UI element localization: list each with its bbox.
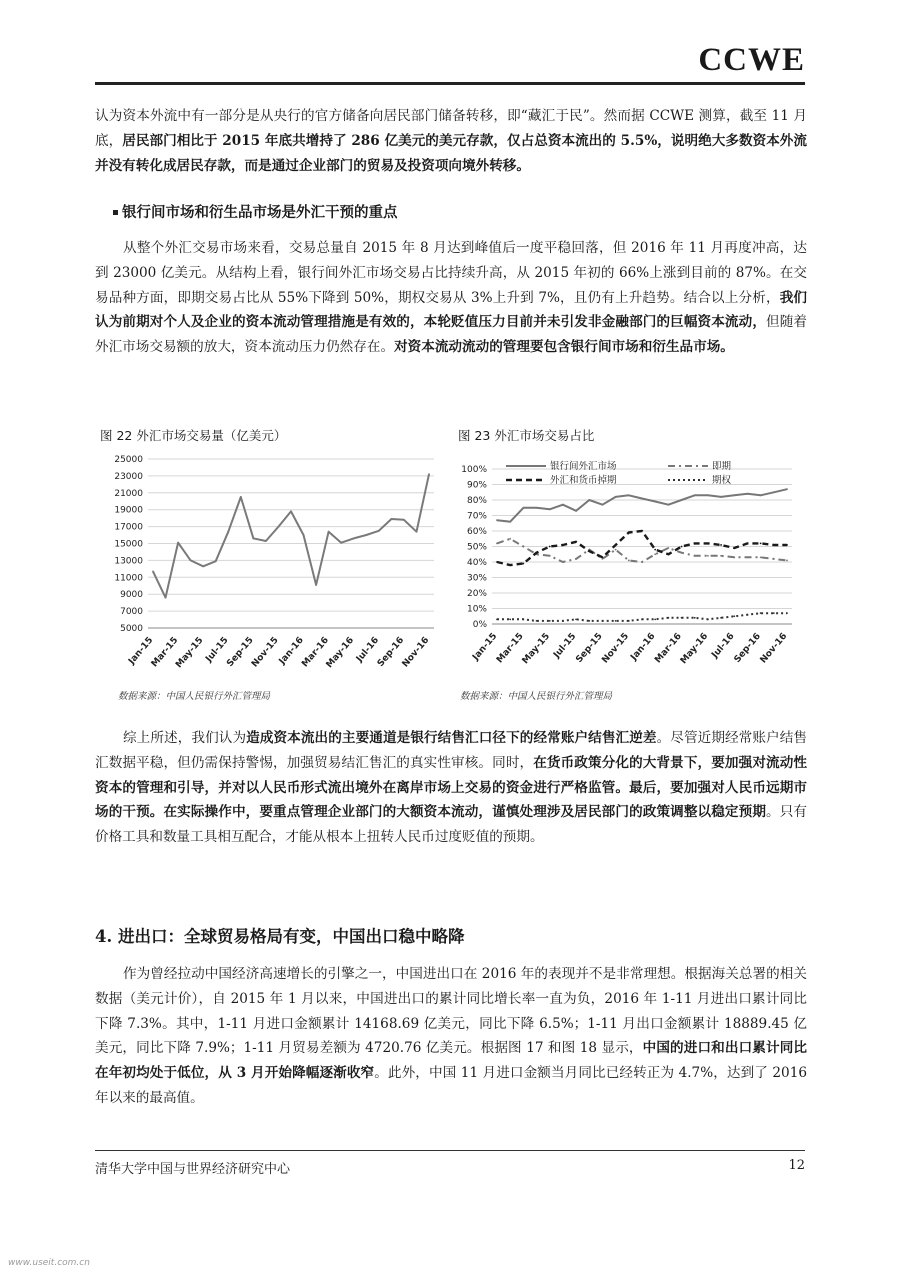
data-point [152, 570, 154, 572]
data-point [588, 499, 590, 501]
y-tick-label: 17000 [114, 522, 143, 533]
data-point [773, 544, 775, 546]
data-point [615, 620, 617, 622]
y-tick-label: 20% [466, 589, 487, 599]
data-point [365, 534, 367, 536]
x-tick-label: Jan-15 [127, 635, 156, 667]
x-tick-label: Nov-15 [250, 635, 281, 670]
y-tick-label: 60% [466, 527, 487, 537]
x-tick-label: May-16 [678, 631, 711, 667]
data-point [536, 552, 538, 554]
data-point [641, 618, 643, 620]
summary-text-1: 综上所述，我们认为 [123, 730, 247, 746]
data-point [177, 542, 179, 544]
y-tick-label: 15000 [114, 539, 143, 550]
data-point [522, 618, 524, 620]
x-tick-label: Nov-16 [400, 635, 432, 670]
x-tick-label: Jul-15 [204, 635, 231, 665]
summary-paragraph [95, 726, 807, 850]
data-point [694, 555, 696, 557]
section-4-paragraph [95, 962, 807, 1111]
data-point [416, 531, 418, 533]
watermark: www.useit.com.cn [8, 1258, 90, 1268]
data-point [747, 543, 749, 545]
section-4-heading: 4. 进出口：全球贸易格局有变，中国出口稳中略降 [95, 927, 465, 946]
data-point [667, 547, 669, 549]
y-tick-label: 9000 [120, 590, 143, 601]
x-tick-label: Nov-16 [758, 631, 790, 666]
y-tick-label: 19000 [114, 505, 143, 516]
data-point [733, 556, 735, 558]
data-point [641, 498, 643, 500]
market-bold-1: 我们认为前期对个人及企业的资本流动管理措施是有效的，本轮贬值压力目前并未引发非金融部门的巨幅资本流动， [95, 289, 808, 331]
data-point [760, 494, 762, 496]
data-point [509, 618, 511, 620]
data-point [509, 521, 511, 523]
data-point [654, 618, 656, 620]
data-point [549, 508, 551, 510]
bullet-square-icon [113, 210, 118, 215]
data-point [720, 555, 722, 557]
data-point [509, 564, 511, 566]
y-tick-label: 70% [466, 511, 487, 522]
x-tick-label: Mar-16 [300, 635, 331, 670]
data-point [641, 561, 643, 563]
data-point [265, 540, 267, 542]
x-tick-label: May-16 [324, 635, 357, 671]
data-point [575, 541, 577, 543]
y-tick-label: 30% [466, 573, 487, 584]
data-point [562, 544, 564, 546]
data-point [707, 618, 709, 620]
fx-share-chart [454, 446, 806, 682]
subheading [113, 202, 398, 224]
x-tick-label: Jan-16 [277, 635, 306, 667]
data-point [252, 538, 254, 540]
data-point [562, 620, 564, 622]
data-point [654, 549, 656, 551]
intro-text: 认为资本外流中有一部分是从央行的官方储备向居民部门储备转移，即“藏汇于民”。然而据 CCWE 测算，截至 11 月底， [95, 108, 807, 149]
data-point [786, 544, 788, 546]
y-tick-label: 23000 [114, 471, 143, 482]
data-point [215, 560, 217, 562]
data-point [602, 620, 604, 622]
intro-bold-text: 居民部门相比于 2015 年底共增持了 286 亿美元的美元存款，仅占总资本流出的 5.5%，说明绝大多数资本外流并没有转化成居民存款，而是通过企业部门的贸易及投资项向境外转移。 [95, 132, 808, 174]
y-tick-label: 90% [466, 480, 487, 491]
x-tick-label: Nov-15 [600, 631, 632, 666]
legend-label: 外汇和货币掉期 [550, 475, 617, 486]
data-point [227, 531, 229, 533]
data-point [786, 560, 788, 562]
data-point [654, 553, 656, 555]
section-4-bold-1: 中国的进口和出口累计同比在年初均处于低位，从 3 月开始降幅逐渐收窄 [95, 1040, 808, 1082]
data-point [773, 491, 775, 493]
data-point [628, 494, 630, 496]
data-point [786, 612, 788, 614]
x-tick-label: Jul-15 [552, 631, 579, 661]
series-line [497, 489, 787, 522]
y-tick-label: 0% [472, 620, 487, 630]
data-point [390, 518, 392, 520]
data-point [628, 620, 630, 622]
data-point [773, 558, 775, 560]
y-tick-label: 100% [461, 465, 487, 475]
data-point [536, 620, 538, 622]
market-paragraph [95, 236, 807, 360]
data-point [549, 555, 551, 557]
data-point [588, 620, 590, 622]
data-point [667, 617, 669, 619]
figure-22-title: 图 22 外汇市场交易量（亿美元） [100, 428, 287, 443]
y-tick-label: 50% [466, 542, 487, 553]
y-tick-label: 25000 [114, 455, 143, 465]
figure-23-title: 图 23 外汇市场交易占比 [458, 428, 595, 443]
data-point [694, 617, 696, 619]
data-point [615, 544, 617, 546]
y-tick-label: 13000 [114, 556, 143, 567]
data-point [654, 501, 656, 503]
data-point [378, 530, 380, 532]
data-point [707, 555, 709, 557]
market-bold-2: 对资本流动流动的管理要包含银行间市场和衍生品市场。 [394, 339, 734, 356]
section-4-text-1: 作为曾经拉动中国经济高速增长的引擎之一，中国进出口在 2016 年的表现并不是非常理想。根据海关总署的相关数据（美元计价），自 2015 年 1 月以来，中国进出口的累计同比增长率一直为负，2016 年 1-11 月进出口累计同比下降 7.3%。其中，1-11 月进口金额累计 14168.69 亿美元，同比下降 6.5%；1-11 月出口金额累计 18889.45 亿美元，同比下降 7.9%；1-11 月贸易差额为 4720.76 亿美元。根据图 17 和图 18 显示， [95, 966, 807, 1057]
data-point [202, 565, 204, 567]
data-point [588, 550, 590, 552]
data-point [667, 504, 669, 506]
ccwe-logo: CCWE [698, 42, 805, 78]
subheading-text: 银行间市场和衍生品市场是外汇干预的重点 [122, 204, 398, 221]
summary-bold-1: 造成资本流出的主要通道是银行结售汇口径下的经常账户结售汇逆差 [246, 730, 657, 746]
section-4-text-2: 。此外，中国 11 月进口金额当月同比已经转正为 4.7%，达到了 2016 年以来的最高值。 [95, 1065, 807, 1106]
data-point [328, 531, 330, 533]
data-point [720, 544, 722, 546]
y-tick-label: 10% [466, 604, 487, 615]
summary-text-3: 。只有价格工具和数量工具相互配合，才能从根本上扭转人民币过度贬值的预期。 [95, 804, 807, 846]
data-point [536, 507, 538, 509]
y-tick-label: 5000 [120, 624, 143, 634]
data-point [496, 618, 498, 620]
market-text-1: 从整个外汇交易市场来看，交易总量自 2015 年 8 月达到峰值后一度平稳回落，但 2016 年 11 月再度冲高，达到 23000 亿美元。从结构上看，银行间外汇市场交易占比持续升高，从 2015 年初的 66%上涨到目前的 87%。在交易品种方面，即期交易占比从 55%下降到 50%，期权交易从 3%上升到 7%，且仍有上升趋势。结合以上分析， [95, 240, 807, 306]
x-tick-label: Mar-15 [495, 631, 526, 666]
data-point [303, 534, 305, 536]
x-tick-label: May-15 [174, 635, 206, 671]
data-point [707, 494, 709, 496]
x-tick-label: Jul-16 [354, 635, 382, 665]
x-tick-label: Sep-16 [732, 631, 763, 665]
data-point [786, 488, 788, 490]
x-tick-label: Jan-16 [629, 631, 658, 663]
legend-label: 即期 [712, 461, 732, 472]
data-point [615, 496, 617, 498]
data-point [667, 553, 669, 555]
data-point [747, 614, 749, 616]
figure-22-source: 数据来源：中国人民银行外汇管理局 [118, 691, 271, 702]
legend-label: 期权 [712, 475, 732, 486]
data-point [733, 494, 735, 496]
page-number: 12 [788, 1158, 805, 1173]
series-line [497, 539, 787, 562]
data-point [522, 546, 524, 548]
data-point [681, 546, 683, 548]
data-point [315, 584, 317, 586]
data-point [773, 612, 775, 614]
data-point [747, 556, 749, 558]
data-point [290, 510, 292, 512]
y-tick-label: 7000 [120, 607, 143, 618]
x-tick-label: Sep-16 [375, 635, 407, 669]
data-point [549, 546, 551, 548]
x-tick-label: Sep-15 [225, 635, 256, 669]
footer-organization: 清华大学中国与世界经济研究中心 [95, 1162, 291, 1177]
data-point [707, 543, 709, 545]
data-point [522, 563, 524, 565]
data-point [681, 617, 683, 619]
data-point [496, 561, 498, 563]
footer-rule [95, 1150, 805, 1151]
data-point [240, 496, 242, 498]
y-tick-label: 80% [466, 496, 487, 506]
data-point [628, 532, 630, 534]
data-point [575, 618, 577, 620]
data-point [681, 499, 683, 501]
data-point [509, 538, 511, 540]
summary-text-2: 。尽管近期经常账户结售汇数据平稳，但仍需保持警惕，加强贸易结汇售汇的真实性审核。同时， [95, 730, 808, 771]
data-point [428, 473, 430, 475]
data-point [747, 493, 749, 495]
figure-23-source: 数据来源：中国人民银行外汇管理局 [460, 691, 613, 702]
data-point [522, 507, 524, 509]
x-tick-label: Jul-16 [710, 631, 737, 661]
data-point [340, 542, 342, 544]
data-point [760, 556, 762, 558]
y-tick-label: 21000 [114, 488, 143, 499]
x-tick-label: May-15 [520, 631, 553, 667]
data-point [165, 597, 167, 599]
data-point [549, 620, 551, 622]
data-point [733, 547, 735, 549]
y-tick-label: 40% [466, 558, 487, 568]
data-point [628, 560, 630, 562]
market-text-2: 但随着外汇市场交易额的放大，资本流动压力仍然存在。 [95, 314, 807, 356]
data-point [278, 526, 280, 528]
data-point [694, 543, 696, 545]
y-tick-label: 11000 [114, 573, 143, 584]
x-tick-label: Mar-15 [149, 635, 181, 670]
data-point [496, 519, 498, 521]
data-point [760, 543, 762, 545]
legend-label: 银行间外汇市场 [550, 461, 617, 472]
data-point [575, 558, 577, 560]
data-point [681, 552, 683, 554]
data-point [353, 538, 355, 540]
data-point [602, 556, 604, 558]
header-rule [95, 82, 805, 85]
data-point [615, 549, 617, 551]
data-point [190, 560, 192, 562]
data-point [694, 494, 696, 496]
summary-bold-2: 在货币政策分化的大背景下，要加强对流动性资本的管理和引导，并对以人民币形式流出境外在离岸市场上交易的资金进行严格监管。最后，要加强对人民币远期市场的干预。在实际操作中，要重点管理企业部门的大额资本流动，谨慎处理涉及居民部门的政策调整以稳定预期 [95, 754, 808, 821]
data-point [733, 615, 735, 617]
x-tick-label: Sep-15 [574, 631, 605, 665]
fx-volume-chart [96, 446, 444, 682]
data-point [720, 617, 722, 619]
data-point [562, 504, 564, 506]
x-tick-label: Jan-15 [471, 631, 500, 663]
data-point [720, 496, 722, 498]
data-point [403, 519, 405, 521]
data-point [562, 561, 564, 563]
data-point [496, 543, 498, 545]
data-point [641, 530, 643, 532]
data-point [760, 612, 762, 614]
data-point [602, 504, 604, 506]
intro-paragraph [95, 104, 807, 178]
data-point [575, 510, 577, 512]
series-line [497, 531, 787, 565]
x-tick-label: Mar-16 [653, 631, 684, 666]
